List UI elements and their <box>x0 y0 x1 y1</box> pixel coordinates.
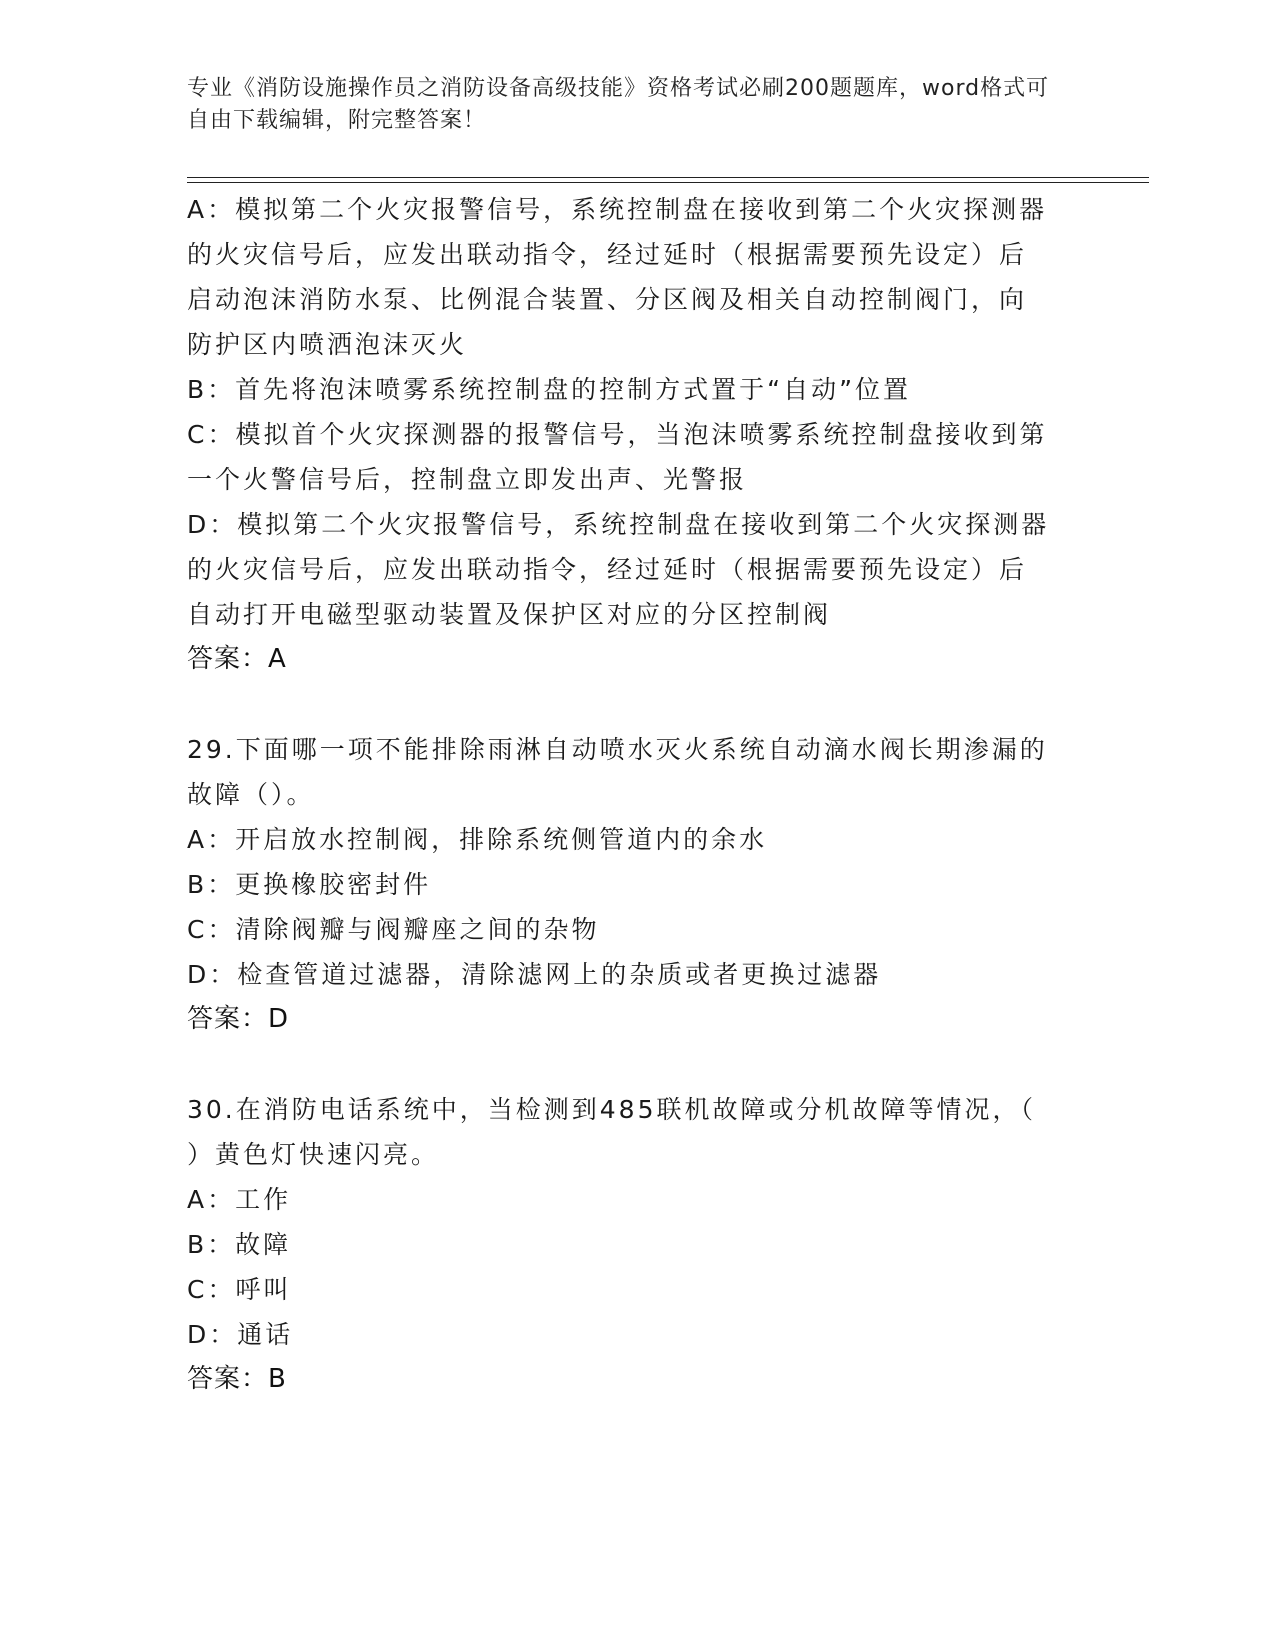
q28-option-d-line-1: D：模拟第二个火灾报警信号，系统控制盘在接收到第二个火灾探测器 <box>187 510 1050 539</box>
q29-option-d: D：检查管道过滤器，清除滤网上的杂质或者更换过滤器 <box>187 960 882 989</box>
q30-answer: 答案：B <box>187 1364 287 1394</box>
q29-option-b: B：更换橡胶密封件 <box>187 870 432 899</box>
q30-option-c: C：呼叫 <box>187 1275 292 1304</box>
document-header: 专业《消防设施操作员之消防设备高级技能》资格考试必刷200题题库，word格式可自由下载编辑，附完整答案！ <box>187 76 1050 133</box>
question-28 <box>187 187 1067 682</box>
spacer <box>187 682 1067 727</box>
header-rule-top <box>187 177 1149 178</box>
question-30 <box>187 1087 1067 1402</box>
question-content <box>187 187 1067 1402</box>
q29-answer: 答案：D <box>187 1004 290 1034</box>
q30-option-a: A：工作 <box>187 1185 292 1214</box>
q30-question-line-2: ）黄色灯快速闪亮。 <box>187 1140 440 1169</box>
q29-question-line-1: 29.下面哪一项不能排除雨淋自动喷水灭火系统自动滴水阀长期渗漏的 <box>187 735 1048 764</box>
q28-option-d-line-3: 自动打开电磁型驱动装置及保护区对应的分区控制阀 <box>187 600 832 629</box>
q28-option-d-line-2: 的火灾信号后，应发出联动指令，经过延时（根据需要预先设定）后 <box>187 555 1028 584</box>
q28-option-c-line-2: 一个火警信号后，控制盘立即发出声、光警报 <box>187 465 748 494</box>
q30-option-d: D：通话 <box>187 1320 294 1349</box>
q28-option-a-line-2: 的火灾信号后，应发出联动指令，经过延时（根据需要预先设定）后 <box>187 240 1028 269</box>
q28-option-c-line-1: C：模拟首个火灾探测器的报警信号，当泡沫喷雾系统控制盘接收到第 <box>187 420 1048 449</box>
q30-option-b: B：故障 <box>187 1230 292 1259</box>
q30-question-line-1: 30.在消防电话系统中，当检测到485联机故障或分机故障等情况，（ <box>187 1095 1036 1124</box>
q29-question-line-2: 故障（）。 <box>187 780 315 809</box>
q28-option-a-line-3: 启动泡沫消防水泵、比例混合装置、分区阀及相关自动控制阀门，向 <box>187 285 1028 314</box>
q28-option-a-line-1: A：模拟第二个火灾报警信号，系统控制盘在接收到第二个火灾探测器 <box>187 195 1048 224</box>
q28-option-a-line-4: 防护区内喷洒泡沫灭火 <box>187 330 468 359</box>
question-29 <box>187 727 1067 1042</box>
spacer <box>187 1042 1067 1087</box>
q29-option-a: A：开启放水控制阀，排除系统侧管道内的余水 <box>187 825 768 854</box>
q28-answer: 答案：A <box>187 644 287 674</box>
header-rule-bottom <box>187 182 1149 183</box>
q29-option-c: C：清除阀瓣与阀瓣座之间的杂物 <box>187 915 600 944</box>
q28-option-b: B：首先将泡沫喷雾系统控制盘的控制方式置于“自动”位置 <box>187 375 912 404</box>
